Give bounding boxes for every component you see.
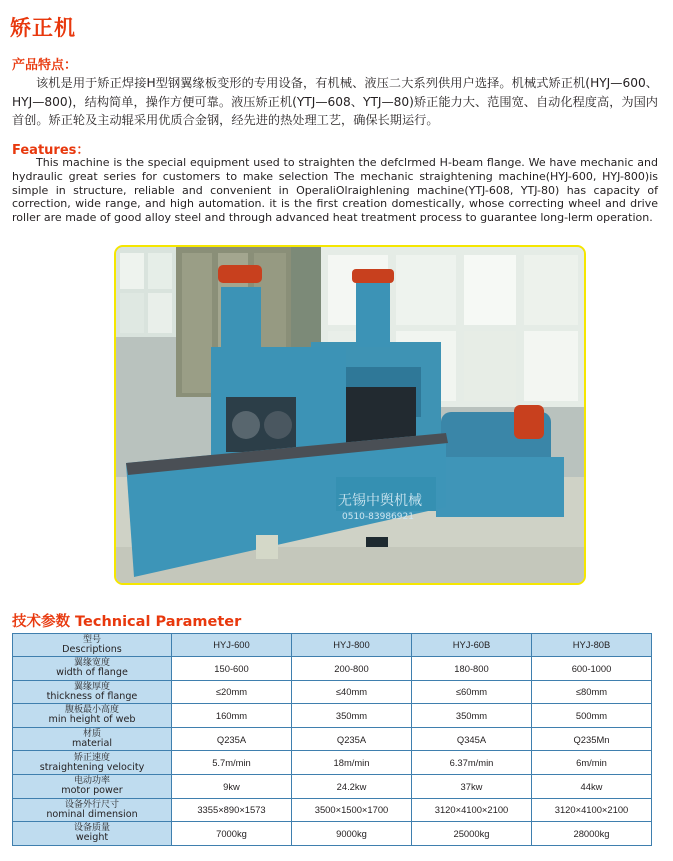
features-en-heading: Features： [12,143,90,158]
spec-cell: 3355×890×1573 [172,798,292,822]
spec-row [13,680,652,704]
spec-row-label: 设备外行尺寸 nominal dimension [13,798,172,822]
spec-cell: 180-800 [412,657,532,681]
model-header: HYJ-800 [292,634,412,657]
spec-cell: 500mm [532,704,652,728]
spec-header-label: 型号 Descriptions [13,634,172,657]
spec-cell: 350mm [412,704,532,728]
spec-cell: 150-600 [172,657,292,681]
spec-cell: Q235Mn [532,727,652,751]
spec-cell: 7000kg [172,822,292,846]
spec-header-row [13,634,652,657]
spec-cell: ≤80mm [532,680,652,704]
spec-cell: 6m/min [532,751,652,775]
nameplate-phone: 0510-83986921 [342,512,414,522]
features-cn-heading: 产品特点： [12,58,78,73]
spec-row-label: 腹板最小高度 min height of web [13,704,172,728]
spec-cell: ≤40mm [292,680,412,704]
spec-cell: Q235A [172,727,292,751]
spec-row-label: 翼缘厚度 thickness of flange [13,680,172,704]
features-en-text: This machine is the special equipment used to straighten the defclrmed H-beam flange. We have mechanic and hydraulic great series for customers to make selection The mechanic straightening machine(HYJ-600, HYJ-800)is simple in structure, reliable and convenient in OperaliOlraighlening machine(YTJ-608, YTJ-80) has capacity of correction, wide range, and high automation. it is the first creation domestically, whose correcting wheel and drive roller are made of good alloy steel and through advanced heat treatment process to guarantee long-lerm operation. [12,156,658,225]
rear-motor [356,277,390,347]
front-motor [221,287,261,357]
spec-cell: 44kw [532,774,652,798]
spec-cell: 24.2kw [292,774,412,798]
spec-row [13,704,652,728]
drive-base [436,457,564,517]
spec-section-title: 技术参数 Technical Parameter [12,614,242,630]
spec-row [13,798,652,822]
spec-cell: 5.7m/min [172,751,292,775]
spec-cell: 18m/min [292,751,412,775]
nameplate-text: 无锡中舆机械 [338,493,422,509]
model-header: HYJ-80B [532,634,652,657]
spec-cell: 160mm [172,704,292,728]
spec-row [13,727,652,751]
front-motor-cap [218,265,262,283]
spec-cell: 9kw [172,774,292,798]
spec-row [13,774,652,798]
spec-cell: ≤20mm [172,680,292,704]
model-header: HYJ-60B [412,634,532,657]
spec-cell: Q345A [412,727,532,751]
rear-motor-cap [352,269,394,283]
spec-row-label: 翼缘宽度 width of flange [13,657,172,681]
spec-row-label: 材质 material [13,727,172,751]
spec-table [12,633,652,846]
drive-motor-box [514,405,544,439]
spec-row-label: 电动功率 motor power [13,774,172,798]
spec-row [13,657,652,681]
model-header: HYJ-600 [172,634,292,657]
spec-cell: Q235A [292,727,412,751]
page-title: 矫正机 [10,16,76,40]
spec-row-label: 矫正速度 straightening velocity [13,751,172,775]
spec-cell: 37kw [412,774,532,798]
spec-cell: ≤60mm [412,680,532,704]
spec-cell: 28000kg [532,822,652,846]
spec-cell: 200-800 [292,657,412,681]
spec-cell: 9000kg [292,822,412,846]
spec-cell: 3500×1500×1700 [292,798,412,822]
spec-cell: 3120×4100×2100 [412,798,532,822]
spec-row [13,822,652,846]
machine-illustration [116,247,584,583]
spec-cell: 6.37m/min [412,751,532,775]
spec-row-label: 设备质量 weight [13,822,172,846]
features-cn-text: 该机是用于矫正焊接H型钢翼缘板变形的专用设备，有机械、液压二大系列供用户选择。机械式矫正机(HYJ—600、HYJ—800)，结构简单，操作方便可靠。液压矫正机(YTJ—608、YTJ—80)矫正能力大、范围宽、自动化程度高，为国内首创。矫正轮及主动辊采用优质合金钢，经先进的热处理工艺，确保长期运行。 [12,76,658,127]
spec-row [13,751,652,775]
spec-cell: 3120×4100×2100 [532,798,652,822]
spec-cell: 350mm [292,704,412,728]
spec-cell: 25000kg [412,822,532,846]
machine-photo [114,245,586,585]
spec-cell: 600-1000 [532,657,652,681]
